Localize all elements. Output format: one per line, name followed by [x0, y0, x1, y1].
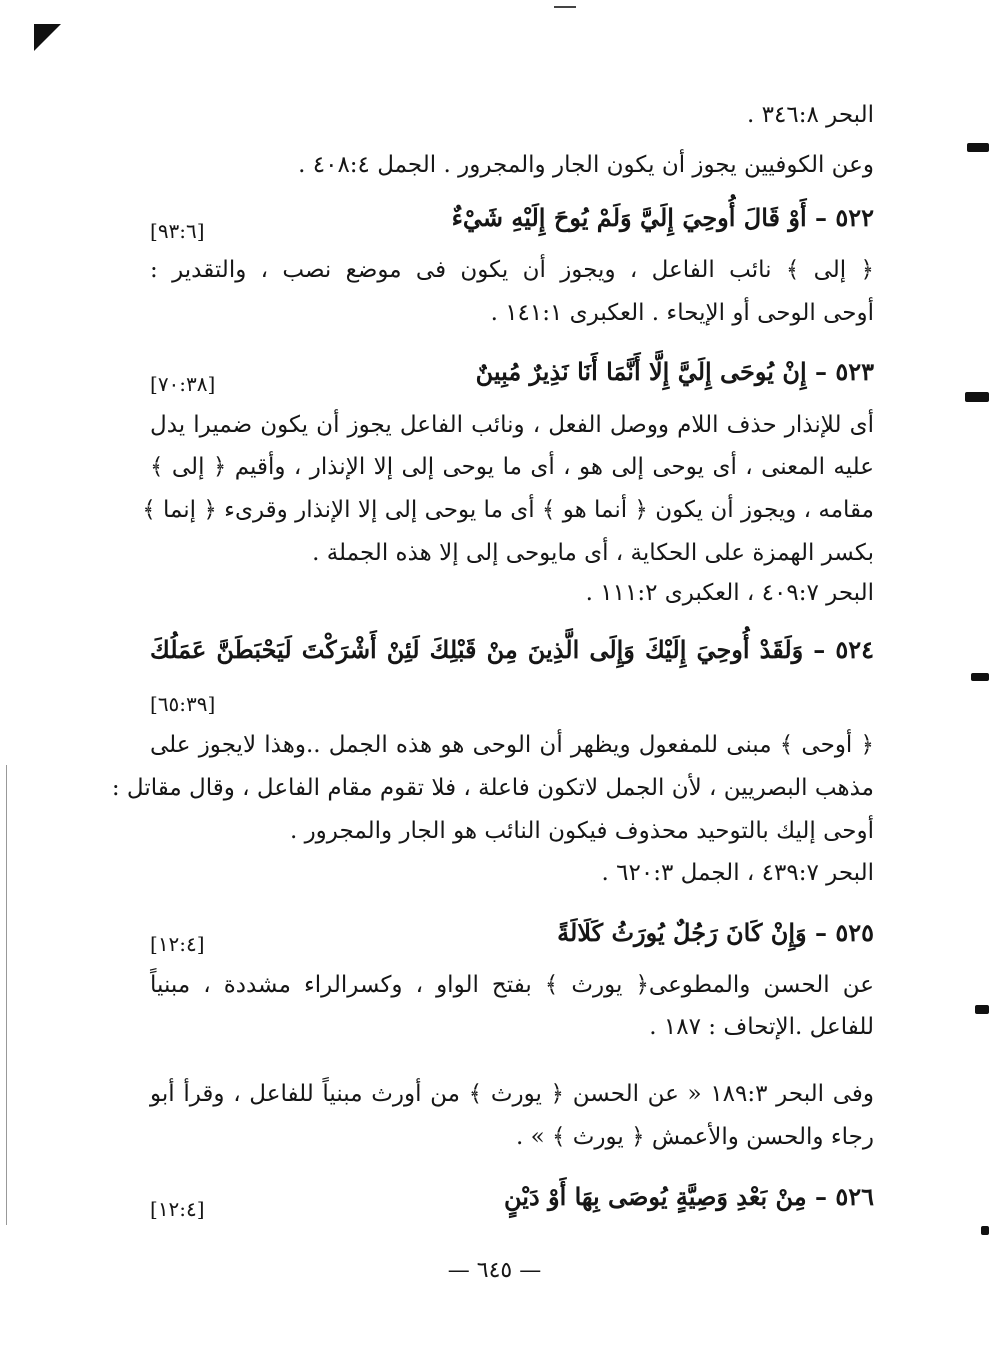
margin-mark [967, 143, 989, 152]
text-line: ﴿ إلى ﴾ نائب الفاعل ، ويجوز أن يكون فى موضع نصب ، والتقدير : [150, 257, 874, 283]
top-dash-mark [554, 6, 576, 8]
text-line: عليه المعنى ، أى يوحى إلى هو ، أى ما يوحى إلى إلا الإنذار ، وأقيم ﴿ إلى ﴾ [150, 454, 874, 480]
verse-reference: [١٢:٤] [150, 1197, 205, 1221]
verse-reference: [٦٥:٣٩] [150, 692, 216, 716]
text-line: عن الحسن والمطوعى﴿ يورث ﴾ بفتح الواو ، وكسرالراء مشددة ، مبنياً [150, 972, 874, 998]
page-number: — ٦٤٥ — [447, 1258, 542, 1283]
text-line: ﴿ أوحى ﴾ مبنى للمفعول ويظهر أن الوحى هو هذه الجمل ..وهذا لايجوز على [150, 732, 874, 758]
text-line: وعن الكوفيين يجوز أن يكون الجار والمجرور . الجمل ٤٠٨:٤ . [298, 152, 874, 178]
text-line: رجاء والحسن والأعمش ﴿ يورث ﴾ » . [515, 1124, 874, 1150]
margin-mark [965, 392, 989, 402]
text-line: وفى البحر ١٨٩:٣ « عن الحسن ﴿ يورث ﴾ من أورث مبنياً للفاعل ، وقرأ أبو [150, 1081, 874, 1107]
text-line: البحر ٤٠٩:٧ ، العكبرى ١١١:٢ . [585, 580, 874, 606]
verse-line: ٥٢٤ – وَلَقَدْ أُوحِيَ إِلَيْكَ وَإِلَى الَّذِينَ مِنْ قَبْلِكَ لَئِنْ أَشْرَكْتَ لَيَحْبَطَنَّ عَمَلُكَ [150, 635, 874, 664]
margin-mark [975, 1005, 989, 1014]
corner-triangle-mark [34, 24, 61, 51]
text-line: أوحى الوحى أو الإيحاء . العكبرى ١٤١:١ . [490, 300, 874, 326]
text-line: أوحى إليك بالتوحيد محذوف فيكون النائب هو الجار والمجرور . [289, 818, 874, 844]
text-line: البحر ٤٣٩:٧ ، الجمل ٦٢٠:٣ . [601, 860, 874, 886]
margin-mark [981, 1226, 989, 1235]
verse-line: ٥٢٦ – مِنْ بَعْدِ وَصِيَّةٍ يُوصَى بِهَا أَوْ دَيْنٍ [504, 1182, 874, 1211]
text-line: البحر ٣٤٦:٨ . [747, 102, 874, 128]
scan-edge-line [6, 765, 7, 1225]
text-line: للفاعل .الإتحاف : ١٨٧ . [649, 1014, 874, 1040]
margin-mark [971, 673, 989, 681]
verse-reference: [٩٣:٦] [150, 219, 205, 243]
text-line: أى للإنذار حذف اللام ووصل الفعل ، ونائب الفاعل يجوز أن يكون ضميرا يدل [150, 412, 874, 438]
verse-line: ٥٢٢ – أَوْ قَالَ أُوحِيَ إِلَيَّ وَلَمْ يُوحَ إِلَيْهِ شَيْءٌ [451, 203, 874, 232]
text-line: مذهب البصريين ، لأن الجمل لاتكون فاعلة ، فلا تقوم مقام الفاعل ، وقال مقاتل : [111, 775, 874, 801]
verse-line: ٥٢٣ – إِنْ يُوحَى إِلَيَّ إِلَّا أَنَّمَا أَنَا نَذِيرٌ مُبِينٌ [475, 357, 874, 386]
verse-reference: [١٢:٤] [150, 932, 205, 956]
verse-reference: [٧٠:٣٨] [150, 372, 216, 396]
text-line: بكسر الهمزة على الحكاية ، أى مايوحى إلى إلا هذه الجملة . [312, 540, 874, 566]
text-line: مقامه ، ويجوز أن يكون ﴿ أنما هو ﴾ أى ما يوحى إلى إلا الإنذار وقرىء ﴿ إنما ﴾ [142, 497, 874, 523]
verse-line: ٥٢٥ – وَإِنْ كَانَ رَجُلٌ يُورَثُ كَلَالَةً [557, 918, 874, 947]
